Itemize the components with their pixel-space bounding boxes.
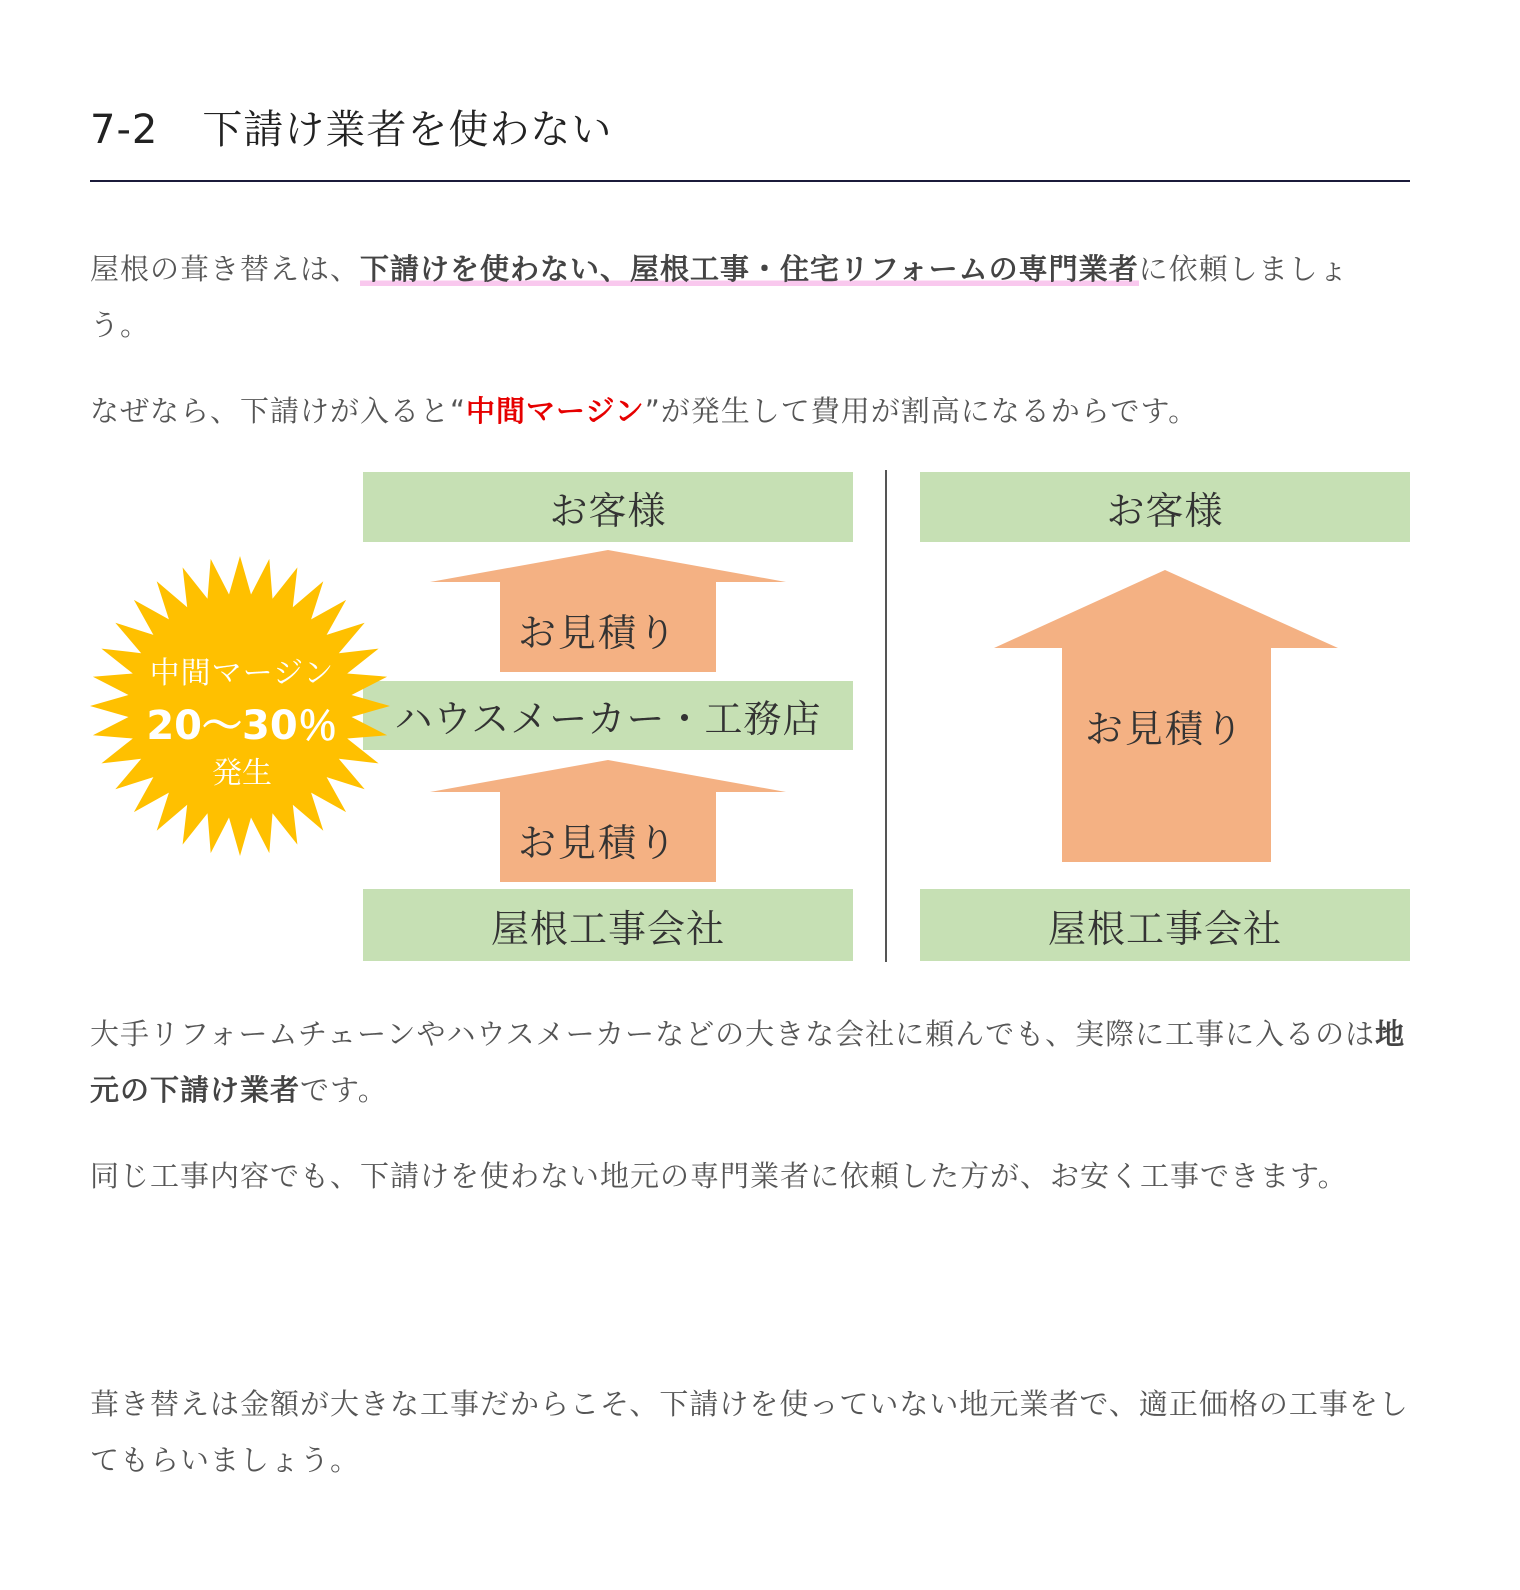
heading-underline	[90, 180, 1410, 182]
local-subcontractor-emphasis: 地元の下請け業者	[90, 1017, 1406, 1107]
intro-highlight: 下請けを使わない、屋根工事・住宅リフォームの専門業者	[360, 252, 1139, 286]
reason-paragraph	[90, 383, 1410, 439]
left-lower-arrow-label: お見積り	[517, 821, 678, 865]
margin-comparison-diagram	[90, 470, 1410, 962]
intro-paragraph	[90, 241, 1365, 353]
right-arrow-label: お見積り	[1084, 707, 1245, 751]
intro-text-after: に依頼しましょう。	[90, 252, 1349, 342]
left-upper-arrow-label: お見積り	[517, 611, 678, 655]
chain-paragraph	[90, 1006, 1410, 1118]
cheaper-paragraph: 同じ工事内容でも、下請けを使わない地元の専門業者に依頼した方が、お安く工事できます。	[90, 1159, 1348, 1193]
section-title: 下請け業者を使わない	[202, 107, 613, 153]
burst-percentage: 20〜30％	[146, 703, 338, 749]
chain-text-before: 大手リフォームチェーンやハウスメーカーなどの大きな会社に頼んでも、実際に工事に入るのは	[90, 1017, 1376, 1051]
section-heading	[90, 100, 1410, 160]
left-roofing-company-box: 屋根工事会社	[363, 889, 853, 961]
right-roofing-company-box: 屋根工事会社	[920, 889, 1410, 961]
chain-text-after: です。	[300, 1073, 388, 1107]
diagram-divider	[885, 470, 887, 962]
closing-paragraph: 葺き替えは金額が大きな工事だからこそ、下請けを使っていない地元業者で、適正価格の工事をしてもらいましょう。	[90, 1387, 1409, 1477]
reason-text-before: なぜなら、下請けが入ると“	[90, 394, 467, 428]
burst-margin-label: 中間マージン	[149, 656, 335, 691]
middle-margin-emphasis: 中間マージン	[466, 394, 645, 428]
right-customer-box: お客様	[920, 472, 1410, 542]
burst-occurs-label: 発生	[212, 756, 272, 791]
left-customer-box: お客様	[363, 472, 853, 542]
intro-text-before: 屋根の葺き替えは、	[90, 252, 361, 286]
section-number: 7-2	[90, 107, 159, 153]
reason-text-after: ”が発生して費用が割高になるからです。	[644, 394, 1199, 428]
left-housemaker-box: ハウスメーカー・工務店	[363, 681, 853, 750]
